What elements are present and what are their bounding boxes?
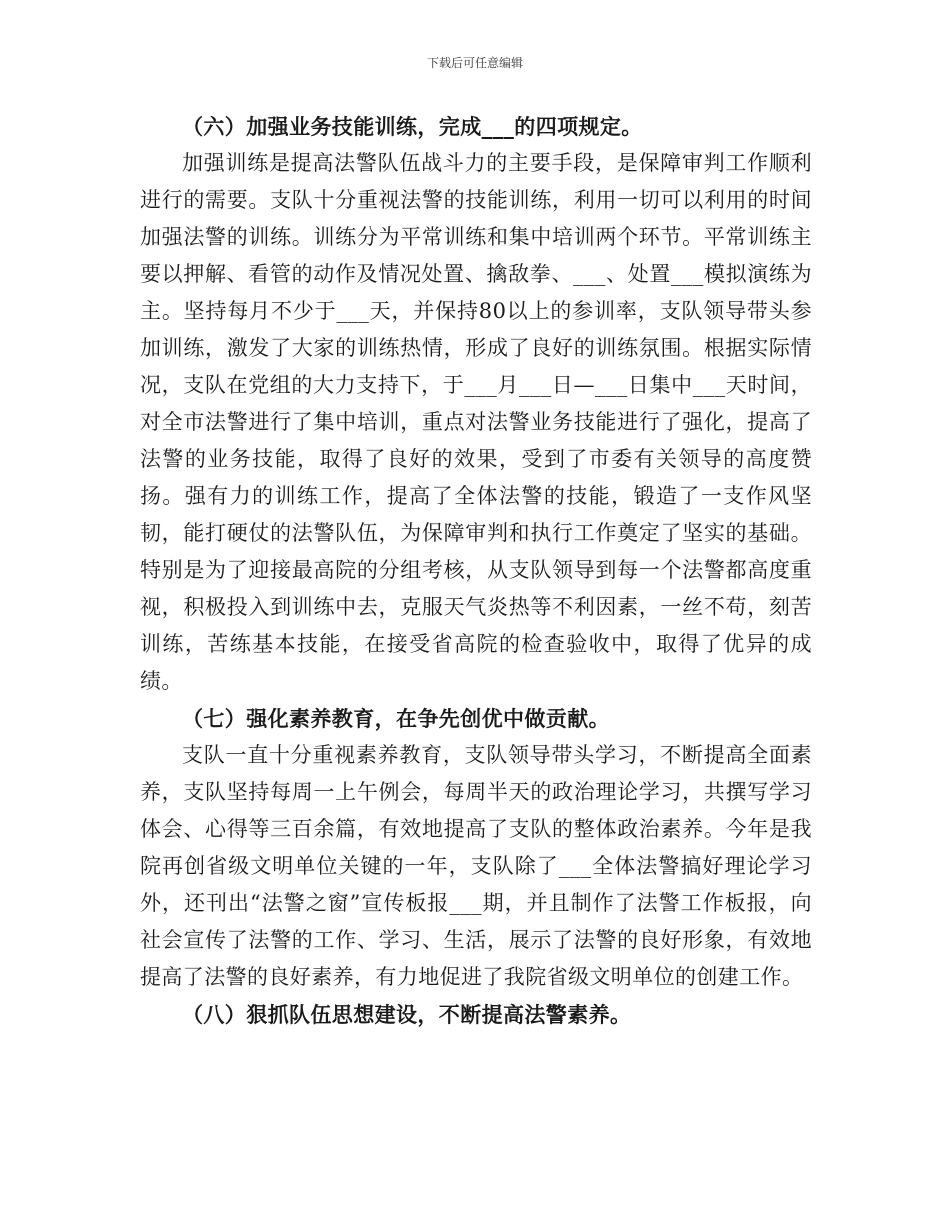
section-heading-7: （七）强化素养教育，在争先创优中做贡献。 (182, 706, 610, 731)
section-paragraph-7: 支队一直十分重视素养教育，支队领导带头学习，不断提高全面素养，支队坚持每周一上午例会，每周半天的政治理论学习，共撰写学习体会、心得等三百余篇，有效地提高了支队的整体政治素养。今年是我院再创省级文明单位关键的一年，支队除了___全体法警搞好理论学习外，还刊出“法警之窗”宣传板报___期，并且制作了法警工作板报，向社会宣传了法警的工作、学习、生活，展示了法警的良好形象，有效地提高了法警的良好素养，有力地促进了我院省级文明单位的创建工作。 (140, 743, 812, 989)
section-heading-8: （八）狠抓队伍思想建设，不断提高法警素养。 (182, 1002, 632, 1027)
page-header: 下载后可任意编辑 (426, 56, 523, 70)
section-paragraph-6: 加强训练是提高法警队伍战斗力的主要手段，是保障审判工作顺利进行的需要。支队十分重视法警的技能训练，利用一切可以利用的时间加强法警的训练。训练分为平常训练和集中培训两个环节。平常训练主要以押解、看管的动作及情况处置、擒敌拳、___、处置___模拟演练为主。坚持每月不少于___天，并保持80以上的参训率，支队领导带头参加训练，激发了大家的训练热情，形成了良好的训练氛围。根据实际情况，支队在党组的大力支持下，于___月___日—___日集中___天时间，对全市法警进行了集中培训，重点对法警业务技能进行了强化，提高了法警的业务技能，取得了良好的效果，受到了市委有关领导的高度赞扬。强有力的训练工作，提高了全体法警的技能，锻造了一支作风坚韧，能打硬仗的法警队伍，为保障审判和执行工作奠定了坚实的基础。特别是为了迎接最高院的分组考核，从支队领导到每一个法警都高度重视，积极投入到训练中去，克服天气炎热等不利因素，一丝不苟，刻苦训练，苦练基本技能，在接受省高院的检查验收中，取得了优异的成绩。 (140, 151, 812, 693)
section-heading-6: （六）加强业务技能训练，完成___的四项规定。 (182, 114, 643, 139)
document-body (140, 108, 812, 1033)
